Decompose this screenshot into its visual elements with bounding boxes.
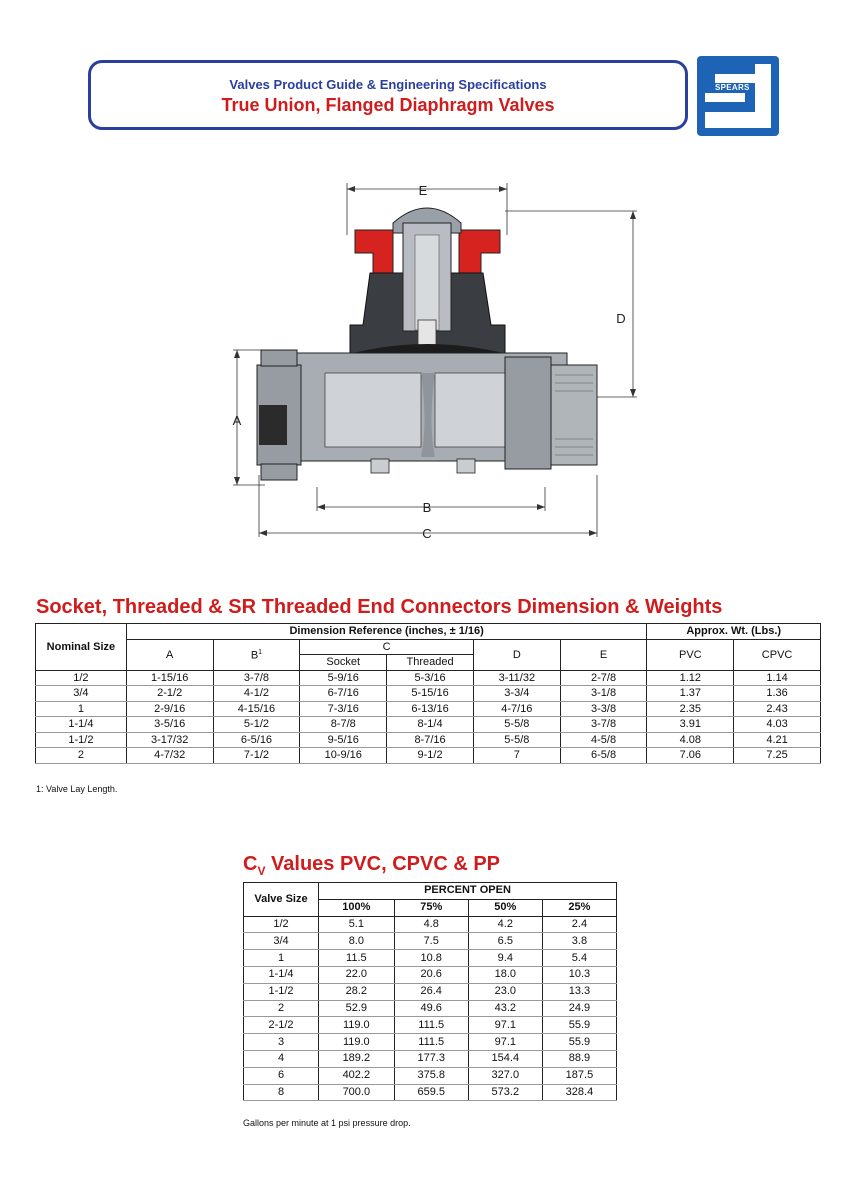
header-title: True Union, Flanged Diaphragm Valves <box>221 95 555 115</box>
table-cell: 24.9 <box>542 1000 616 1017</box>
table-cell: 1/2 <box>244 916 319 933</box>
table-cell: 7-3/16 <box>300 701 387 717</box>
table-cell: 5.4 <box>542 950 616 967</box>
table-row <box>36 701 821 717</box>
table-cell: 4-7/16 <box>473 701 560 717</box>
table-cell: 49.6 <box>394 1000 468 1017</box>
table-cell: 4-7/32 <box>126 748 213 764</box>
table-cell: 4.2 <box>468 916 542 933</box>
table-cell: 5-15/16 <box>387 686 474 702</box>
header-c: C <box>300 639 474 655</box>
table-row <box>36 717 821 733</box>
table-cell: 3-5/16 <box>126 717 213 733</box>
table-cell: 2 <box>244 1000 319 1017</box>
table-cell: 4-1/2 <box>213 686 300 702</box>
table-cell: 2-7/8 <box>560 670 647 686</box>
table-cell: 1 <box>244 950 319 967</box>
table-cell: 8.0 <box>319 933 395 950</box>
table-cell: 4.03 <box>734 717 821 733</box>
table-cell: 111.5 <box>394 1017 468 1034</box>
table-cell: 154.4 <box>468 1050 542 1067</box>
table-cell: 6.5 <box>468 933 542 950</box>
valve-cross-section-diagram <box>225 175 645 555</box>
table-cell: 375.8 <box>394 1067 468 1084</box>
table-cell: 119.0 <box>319 1034 395 1051</box>
header-100: 100% <box>319 899 395 916</box>
table-cell: 328.4 <box>542 1084 616 1101</box>
table-cell: 4-15/16 <box>213 701 300 717</box>
table-cell: 2 <box>36 748 127 764</box>
table-cell: 1-15/16 <box>126 670 213 686</box>
header-e: E <box>560 639 647 670</box>
table-row <box>244 1050 617 1067</box>
table-row <box>36 686 821 702</box>
table-cell: 7.06 <box>647 748 734 764</box>
table-cell: 13.3 <box>542 983 616 1000</box>
dim-label-b: B <box>422 500 432 515</box>
table-cell: 6-5/8 <box>560 748 647 764</box>
table-cell: 10.8 <box>394 950 468 967</box>
table-cell: 10.3 <box>542 966 616 983</box>
table-cell: 3-11/32 <box>473 670 560 686</box>
header-25: 25% <box>542 899 616 916</box>
table-cell: 11.5 <box>319 950 395 967</box>
table-cell: 55.9 <box>542 1034 616 1051</box>
table-cell: 3-3/8 <box>560 701 647 717</box>
table-cell: 2-1/2 <box>244 1017 319 1034</box>
header-d: D <box>473 639 560 670</box>
table-cell: 5-1/2 <box>213 717 300 733</box>
table-cell: 2-1/2 <box>126 686 213 702</box>
table-cell: 8 <box>244 1084 319 1101</box>
cv-title: $C_V$ Values PVC, CPVC & PP <box>243 853 500 878</box>
table-cell: 18.0 <box>468 966 542 983</box>
table-cell: 3.8 <box>542 933 616 950</box>
table-cell: 3.91 <box>647 717 734 733</box>
table-cell: 9-1/2 <box>387 748 474 764</box>
table-cell: 3-3/4 <box>473 686 560 702</box>
table-cell: 6-13/16 <box>387 701 474 717</box>
table-cell: 97.1 <box>468 1034 542 1051</box>
table-cell: 26.4 <box>394 983 468 1000</box>
header-socket: Socket <box>300 655 387 671</box>
table-cell: 573.2 <box>468 1084 542 1101</box>
table-cell: 4.21 <box>734 732 821 748</box>
dimensions-title: Socket, Threaded & SR Threaded End Connectors Dimension & Weights <box>36 596 723 618</box>
table-cell: 327.0 <box>468 1067 542 1084</box>
table-cell: 28.2 <box>319 983 395 1000</box>
dimensions-footnote: 1: Valve Lay Length. <box>36 784 118 794</box>
table-cell: 88.9 <box>542 1050 616 1067</box>
table-cell: 1-1/2 <box>244 983 319 1000</box>
header-subtitle: Valves Product Guide & Engineering Specifications <box>229 77 547 92</box>
table-cell: 659.5 <box>394 1084 468 1101</box>
table-cell: 111.5 <box>394 1034 468 1051</box>
table-row <box>244 933 617 950</box>
table-cell: 5-5/8 <box>473 717 560 733</box>
table-cell: 8-7/8 <box>300 717 387 733</box>
table-cell: 52.9 <box>319 1000 395 1017</box>
header-valve-size: Valve Size <box>244 883 319 917</box>
table-cell: 187.5 <box>542 1067 616 1084</box>
table-cell: 6 <box>244 1067 319 1084</box>
header-box <box>88 60 688 130</box>
table-cell: 2-9/16 <box>126 701 213 717</box>
table-cell: 22.0 <box>319 966 395 983</box>
table-row <box>36 670 821 686</box>
table-row <box>244 916 617 933</box>
table-cell: 5-9/16 <box>300 670 387 686</box>
table-cell: 3 <box>244 1034 319 1051</box>
table-cell: 2.4 <box>542 916 616 933</box>
table-cell: 8-1/4 <box>387 717 474 733</box>
table-cell: 4-5/8 <box>560 732 647 748</box>
table-cell: 5-5/8 <box>473 732 560 748</box>
header-cpvc: CPVC <box>734 639 821 670</box>
header-threaded: Threaded <box>387 655 474 671</box>
table-cell: 3-7/8 <box>213 670 300 686</box>
header-nominal-size: Nominal Size <box>36 624 127 671</box>
table-cell: 4.08 <box>647 732 734 748</box>
table-cell: 1.37 <box>647 686 734 702</box>
table-cell: 7-1/2 <box>213 748 300 764</box>
table-cell: 20.6 <box>394 966 468 983</box>
header-50: 50% <box>468 899 542 916</box>
cv-footnote: Gallons per minute at 1 psi pressure drop. <box>243 1118 411 1128</box>
header-75: 75% <box>394 899 468 916</box>
table-cell: 6-7/16 <box>300 686 387 702</box>
table-cell: 7.25 <box>734 748 821 764</box>
table-cell: 2.35 <box>647 701 734 717</box>
table-cell: 23.0 <box>468 983 542 1000</box>
header-b: $B^1$ <box>213 639 300 670</box>
table-cell: 1/2 <box>36 670 127 686</box>
table-cell: 700.0 <box>319 1084 395 1101</box>
table-cell: 2.43 <box>734 701 821 717</box>
cv-table <box>243 882 617 1101</box>
table-cell: 10-9/16 <box>300 748 387 764</box>
table-cell: 4 <box>244 1050 319 1067</box>
header-a: A <box>126 639 213 670</box>
dim-label-e: E <box>418 183 428 198</box>
table-row <box>244 1084 617 1101</box>
dimensions-table <box>35 623 821 764</box>
table-cell: 1 <box>36 701 127 717</box>
table-cell: 177.3 <box>394 1050 468 1067</box>
table-cell: 1-1/4 <box>36 717 127 733</box>
table-cell: 4.8 <box>394 916 468 933</box>
dim-label-d: D <box>616 311 626 326</box>
table-cell: 7.5 <box>394 933 468 950</box>
dim-label-a: A <box>232 413 242 428</box>
table-cell: 9-5/16 <box>300 732 387 748</box>
table-row <box>244 983 617 1000</box>
table-cell: 55.9 <box>542 1017 616 1034</box>
table-row <box>244 1000 617 1017</box>
table-cell: 1-1/2 <box>36 732 127 748</box>
table-row <box>244 1017 617 1034</box>
table-cell: 7 <box>473 748 560 764</box>
table-cell: 1.12 <box>647 670 734 686</box>
table-row <box>244 1034 617 1051</box>
spears-logo <box>697 56 779 136</box>
table-cell: 1.14 <box>734 670 821 686</box>
table-cell: 119.0 <box>319 1017 395 1034</box>
table-cell: 1.36 <box>734 686 821 702</box>
table-row <box>244 1067 617 1084</box>
table-cell: 97.1 <box>468 1017 542 1034</box>
table-cell: 6-5/16 <box>213 732 300 748</box>
table-cell: 3/4 <box>244 933 319 950</box>
header-dimension-reference: Dimension Reference (inches, ± 1/16) <box>126 624 647 640</box>
table-row <box>36 748 821 764</box>
table-cell: 43.2 <box>468 1000 542 1017</box>
table-cell: 1-1/4 <box>244 966 319 983</box>
header-pvc: PVC <box>647 639 734 670</box>
table-row <box>244 966 617 983</box>
table-cell: 5-3/16 <box>387 670 474 686</box>
logo-text: SPEARS <box>715 83 750 92</box>
table-cell: 189.2 <box>319 1050 395 1067</box>
table-cell: 8-7/16 <box>387 732 474 748</box>
table-cell: 3-17/32 <box>126 732 213 748</box>
table-cell: 3-1/8 <box>560 686 647 702</box>
table-cell: 3-7/8 <box>560 717 647 733</box>
table-cell: 9.4 <box>468 950 542 967</box>
table-row <box>36 732 821 748</box>
header-percent-open: PERCENT OPEN <box>319 883 617 900</box>
table-cell: 402.2 <box>319 1067 395 1084</box>
dim-label-c: C <box>422 526 432 541</box>
header-approx-weight: Approx. Wt. (Lbs.) <box>647 624 821 640</box>
table-cell: 5.1 <box>319 916 395 933</box>
table-row <box>244 950 617 967</box>
table-cell: 3/4 <box>36 686 127 702</box>
